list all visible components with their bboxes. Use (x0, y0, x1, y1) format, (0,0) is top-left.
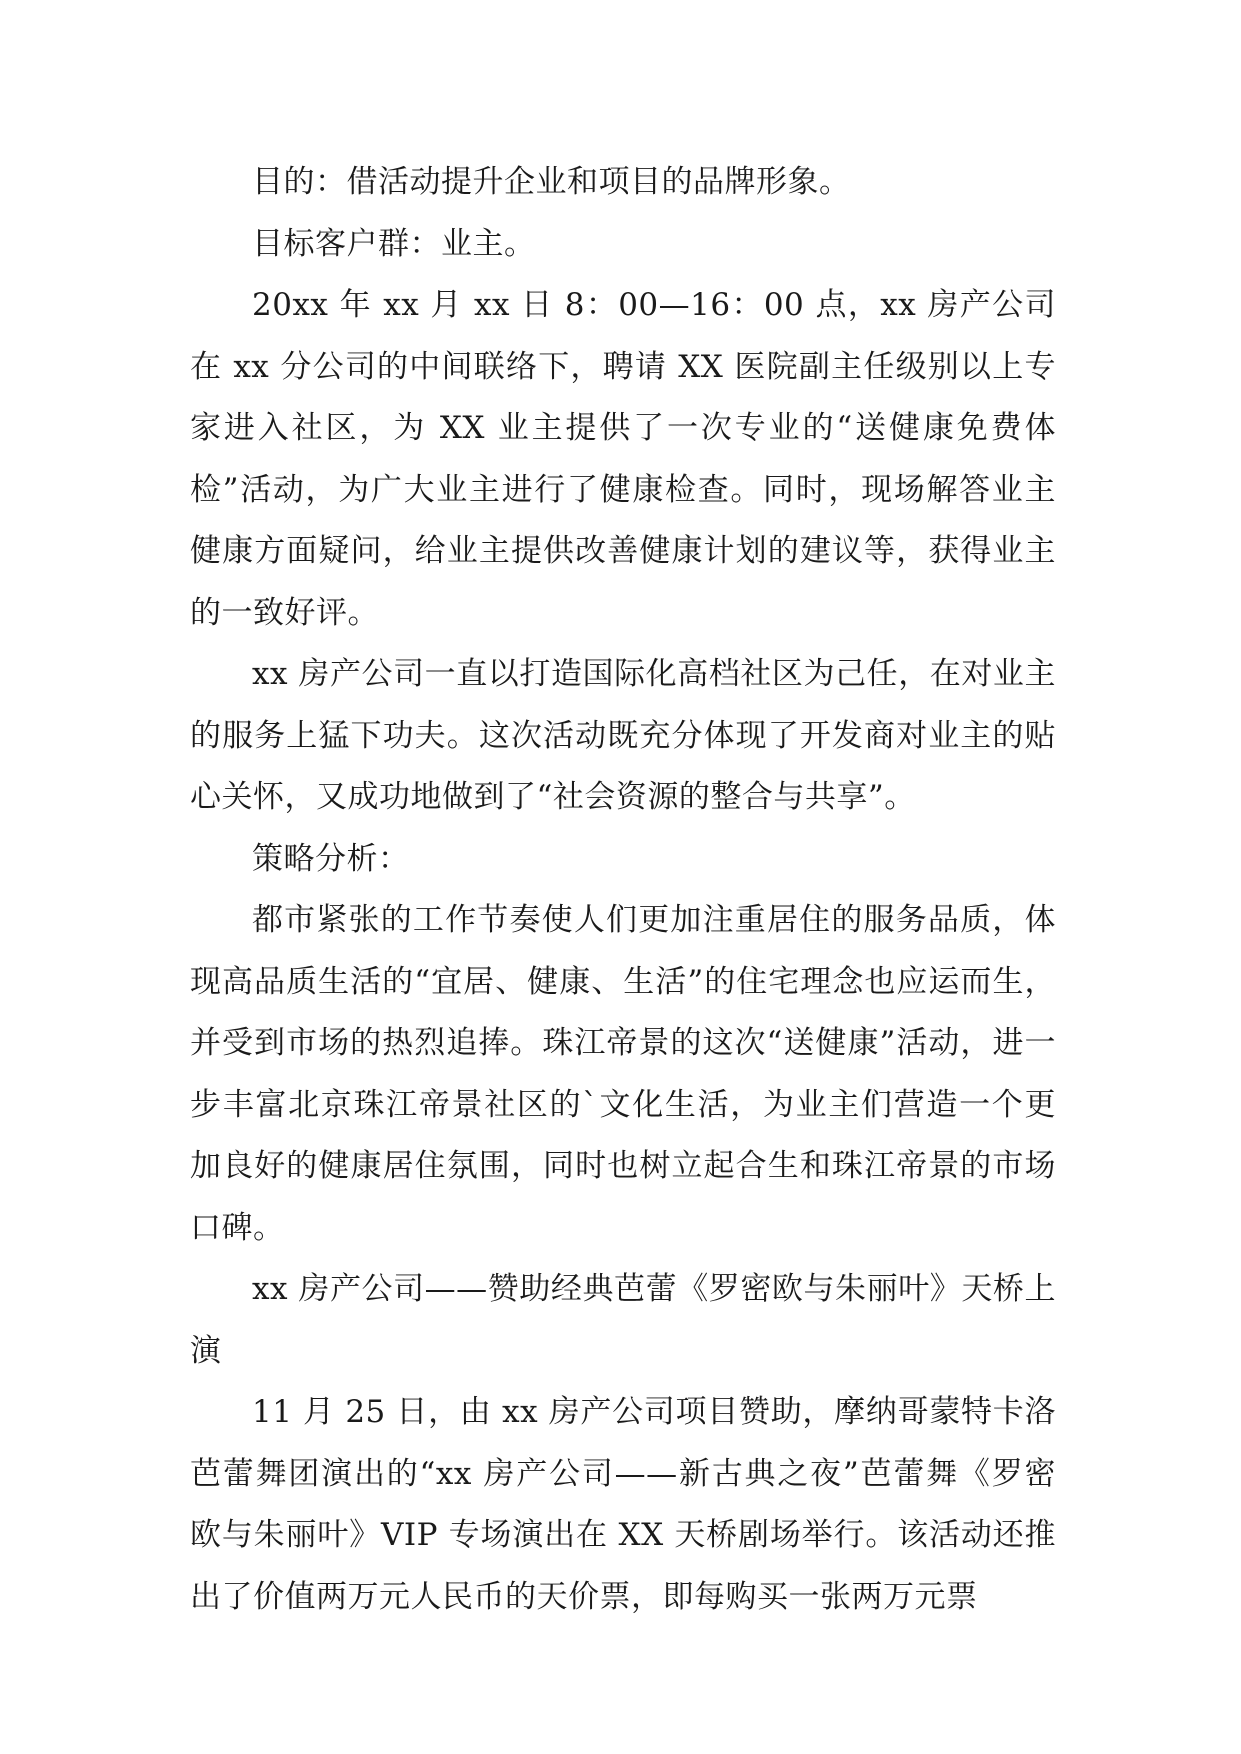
document-body (190, 152, 1056, 1628)
paragraph-purpose: 目的：借活动提升企业和项目的品牌形象。 (252, 164, 851, 200)
paragraph-strategy-heading: 策略分析： (252, 840, 410, 877)
paragraph-target-customers: 目标客户群：业主。 (252, 225, 536, 262)
paragraph-health-event: 20xx 年 xx 月 xx 日 8：00—16：00 点，xx 房产公司在 xx 分公司的中间联络下，聘请 XX 医院副主任级别以上专家进入社区，为 XX 业主提供了一次专业的“送健康免费体检”活动，为广大业主进行了健康检查。同时，现场解答业主健康方面疑问，给业主提供改善健康计划的建议等，获得业主的一致好评。 (190, 287, 1056, 631)
paragraph-ballet-event: 11 月 25 日，由 xx 房产公司项目赞助，摩纳哥蒙特卡洛芭蕾舞团演出的“xx 房产公司——新古典之夜”芭蕾舞《罗密欧与朱丽叶》VIP 专场演出在 XX 天桥剧场举行。该活动还推出了价值两万元人民币的天价票，即每购买一张两万元票 (190, 1394, 1056, 1615)
paragraph-strategy-analysis: 都市紧张的工作节奏使人们更加注重居住的服务品质，体现高品质生活的“宜居、健康、生活”的住宅理念也应运而生，并受到市场的热烈追捧。珠江帝景的这次“送健康”活动，进一步丰富北京珠江帝景社区的`文化生活，为业主们营造一个更加良好的健康居住氛围，同时也树立起合生和珠江帝景的市场口碑。 (190, 902, 1056, 1246)
paragraph-ballet-heading: xx 房产公司——赞助经典芭蕾《罗密欧与朱丽叶》天桥上演 (190, 1271, 1056, 1369)
paragraph-company-service: xx 房产公司一直以打造国际化高档社区为己任，在对业主的服务上猛下功夫。这次活动既充分体现了开发商对业主的贴心关怀，又成功地做到了“社会资源的整合与共享”。 (190, 656, 1056, 815)
